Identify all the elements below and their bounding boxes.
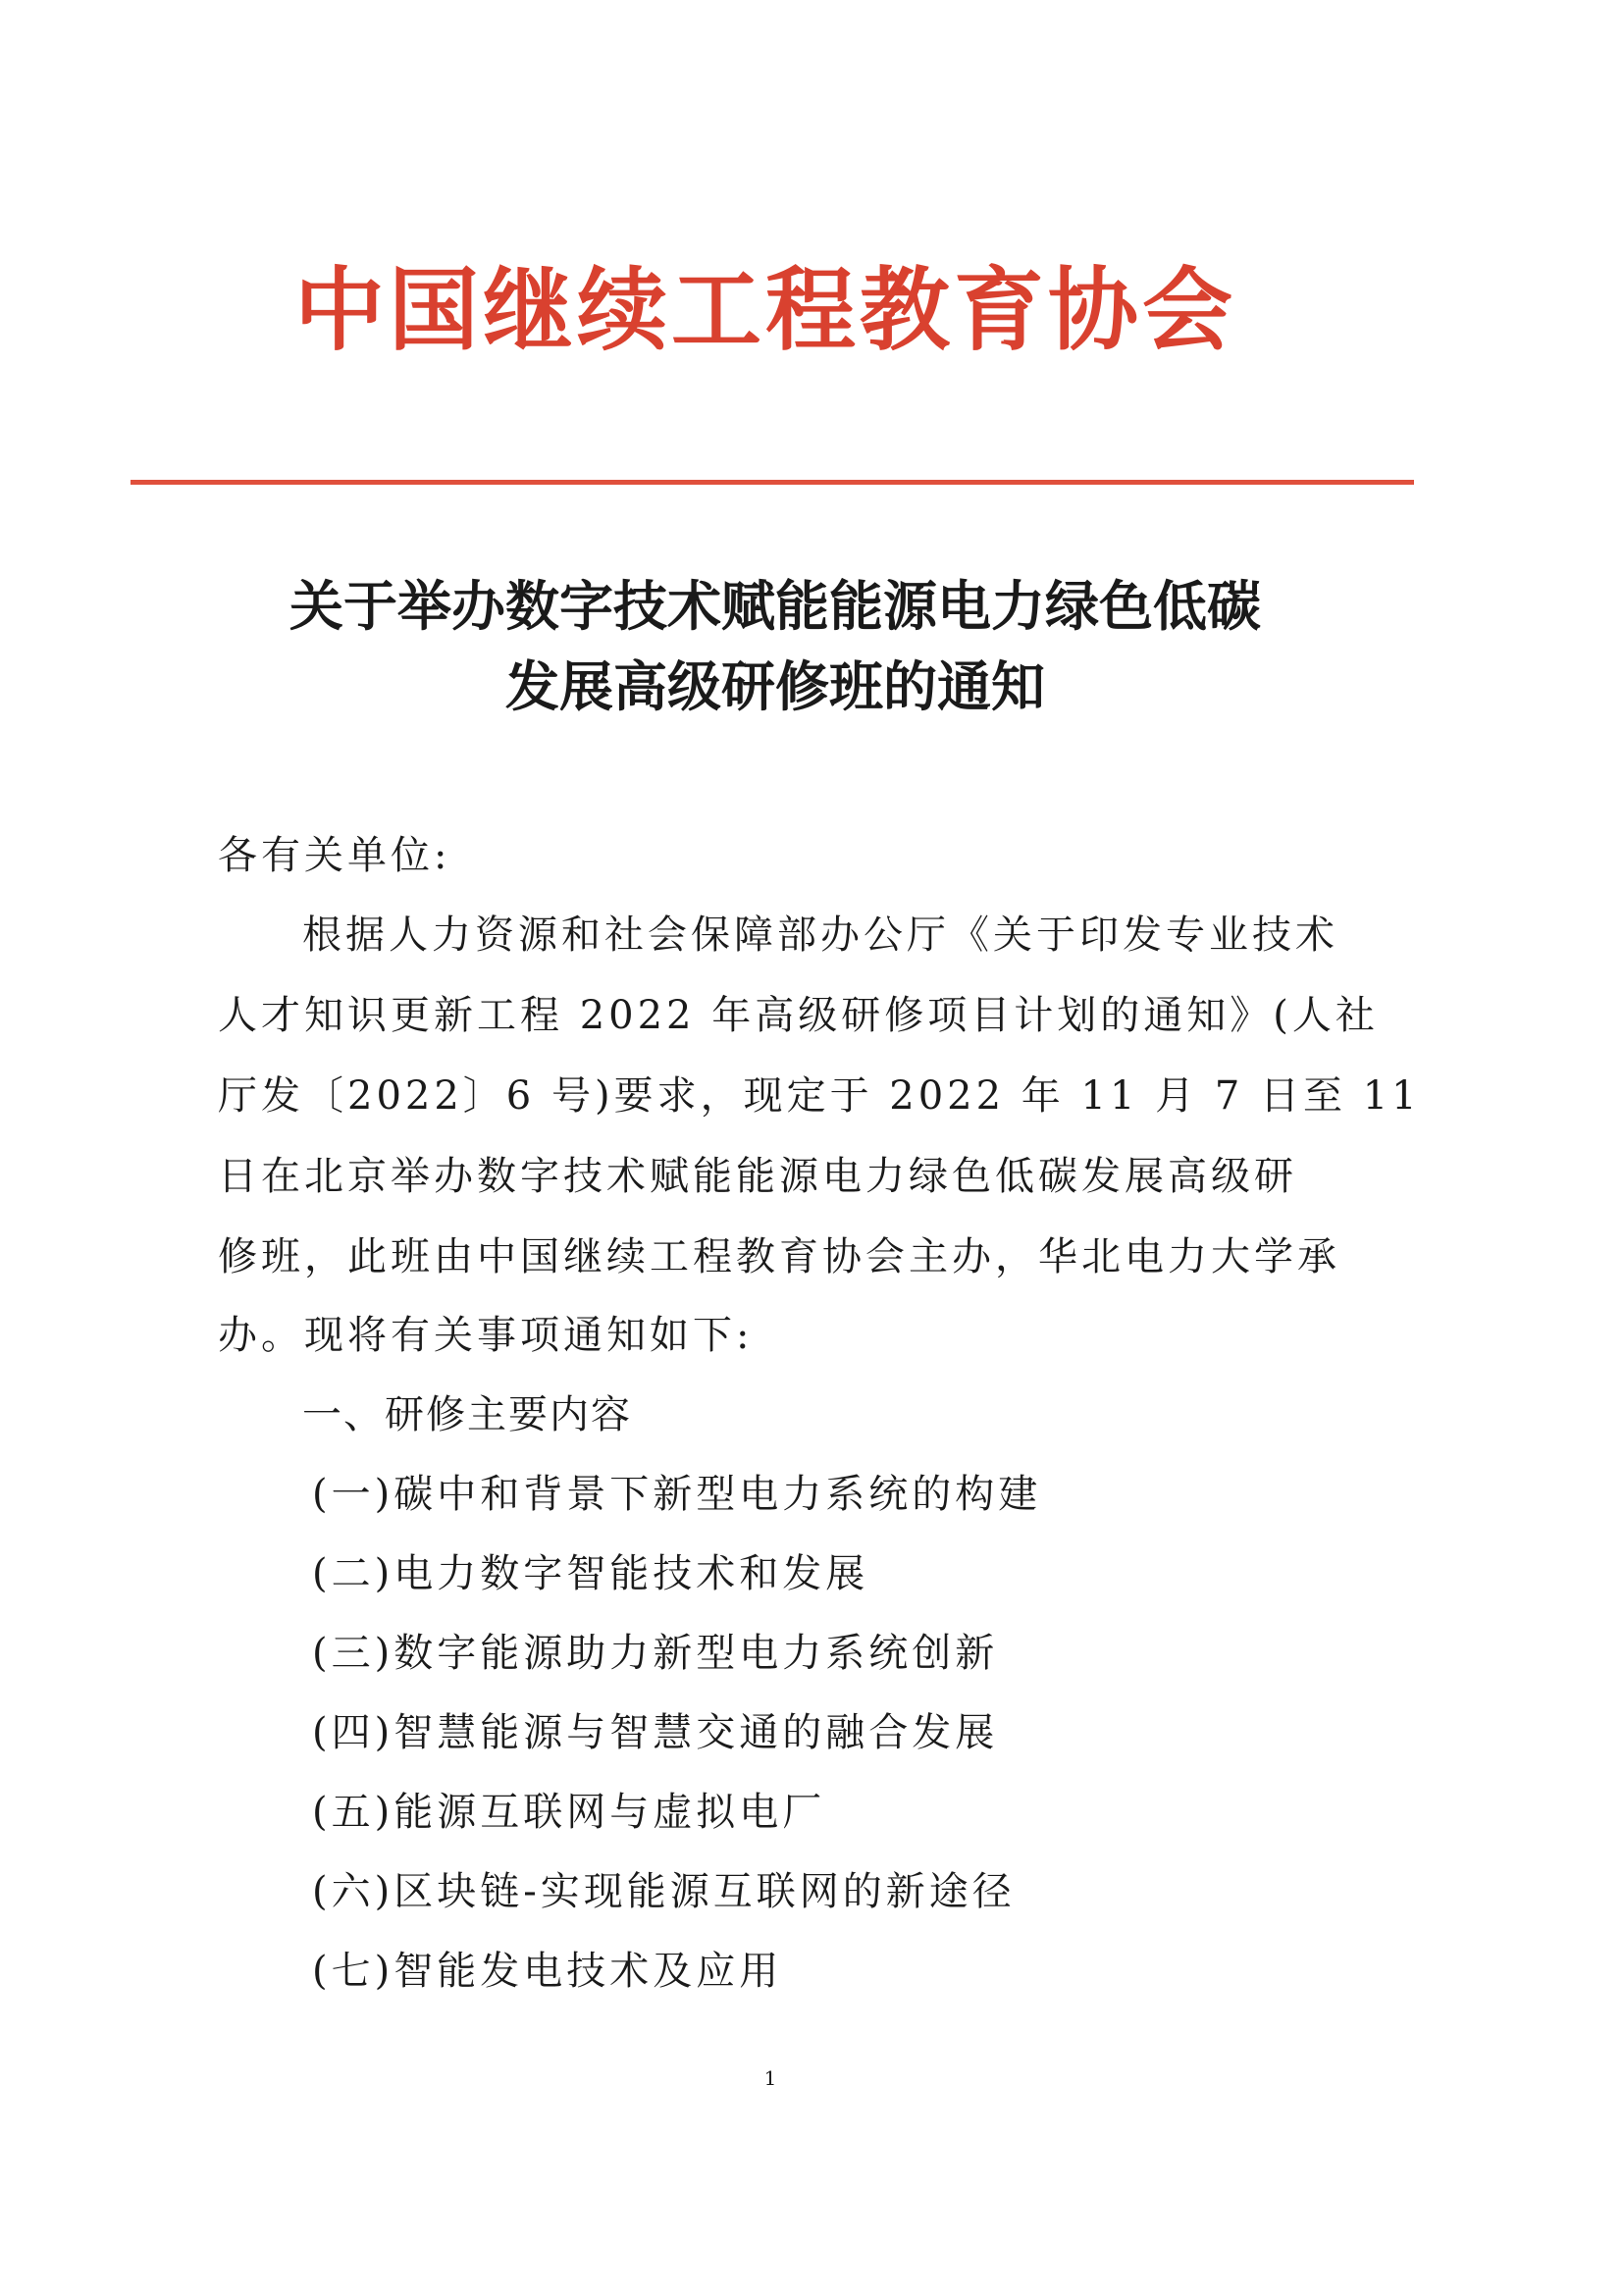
body-line-1: 根据人力资源和社会保障部办公厅《关于印发专业技术	[302, 912, 1338, 958]
list-item: (二)电力数字智能技术和发展	[312, 1551, 869, 1596]
body-line-5: 修班，此班由中国继续工程教育协会主办，华北电力大学承	[218, 1234, 1340, 1279]
body-line-4: 日在北京举办数字技术赋能能源电力绿色低碳发展高级研	[218, 1154, 1297, 1199]
document-title-line-2: 发展高级研修班的通知	[504, 654, 1045, 718]
page-number: 1	[763, 2066, 777, 2090]
body-line-6: 办。现将有关事项通知如下:	[218, 1313, 754, 1358]
list-item: (七)智能发电技术及应用	[312, 1949, 783, 1994]
list-item: (四)智慧能源与智慧交通的融合发展	[312, 1710, 999, 1755]
list-item: (六)区块链-实现能源互联网的新途径	[312, 1869, 1016, 1914]
list-item: (三)数字能源助力新型电力系统创新	[312, 1631, 999, 1676]
red-divider-rule	[131, 480, 1414, 485]
list-item: (五)能源互联网与虚拟电厂	[312, 1790, 826, 1835]
list-item: (一)碳中和背景下新型电力系统的构建	[312, 1472, 1042, 1517]
body-line-2: 人才知识更新工程 2022 年高级研修项目计划的通知》(人社	[218, 993, 1379, 1038]
organization-header: 中国继续工程教育协会	[294, 258, 1237, 363]
salutation: 各有关单位:	[218, 833, 451, 878]
body-line-3: 厅发〔2022〕6 号)要求，现定于 2022 年 11 月 7 日至 11	[218, 1073, 1421, 1119]
document-title-line-1: 关于举办数字技术赋能能源电力绿色低碳	[288, 574, 1261, 638]
section-heading-1: 一、研修主要内容	[302, 1392, 632, 1437]
